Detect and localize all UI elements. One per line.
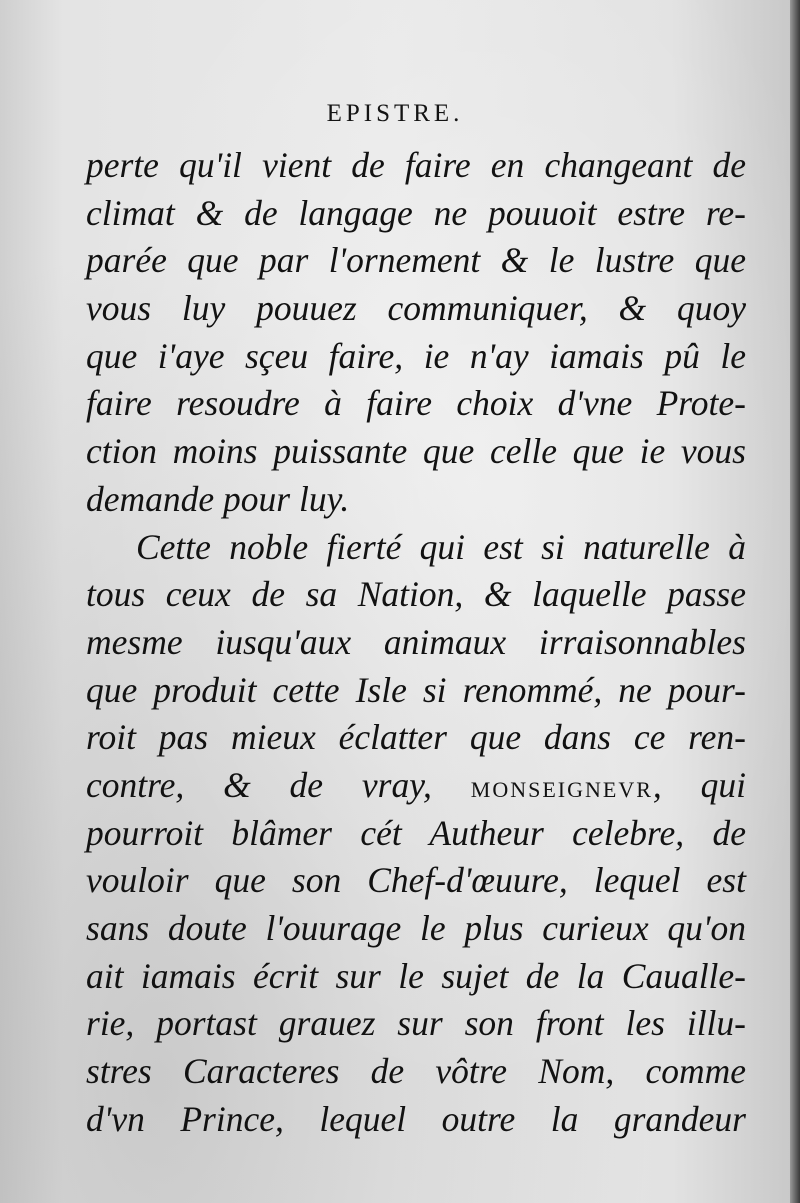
text-line: faire resoudre à faire choix d'vne Prote- bbox=[86, 383, 746, 424]
running-head: EPISTRE. bbox=[326, 100, 464, 127]
text-line: tous ceux de sa Nation, & laquelle passe bbox=[86, 574, 746, 615]
text-line: d'vn Prince, lequel outre la grandeur bbox=[86, 1098, 746, 1139]
text-line: ait iamais écrit sur le sujet de la Caualle- bbox=[86, 955, 746, 996]
text-line: climat & de langage ne pouuoit estre re- bbox=[86, 192, 746, 233]
page-text bbox=[86, 142, 746, 1143]
address-line bbox=[86, 762, 746, 810]
text-line: vous luy pouuez communiquer, & quoy bbox=[86, 288, 746, 329]
text-line: mesme iusqu'aux animaux irraisonnables bbox=[86, 621, 746, 662]
text-line: roit pas mieux éclatter que dans ce ren- bbox=[86, 717, 746, 758]
text-line: rie, portast grauez sur son front les illu- bbox=[86, 1003, 746, 1044]
text-line: Cette noble fierté qui est si naturelle à bbox=[136, 526, 746, 567]
text-line: que i'aye sçeu faire, ie n'ay iamais pû le bbox=[86, 335, 746, 376]
text-line: ction moins puissante que celle que ie vous bbox=[86, 431, 746, 472]
text-line: vouloir que son Chef-d'œuure, lequel est bbox=[86, 860, 746, 901]
paragraph-1 bbox=[86, 142, 746, 524]
text-line: demande pour luy. bbox=[86, 478, 350, 519]
paragraph-2 bbox=[86, 524, 746, 1144]
small-caps-address: MONSEIGNEVR bbox=[470, 776, 653, 802]
address-line-after: , qui bbox=[652, 764, 746, 805]
text-line: que produit cette Isle si renommé, ne pour- bbox=[86, 669, 746, 710]
page-edge bbox=[790, 0, 800, 1203]
text-line: sans doute l'ouurage le plus curieux qu'on bbox=[86, 908, 746, 948]
text-line: pourroit blâmer cét Autheur celebre, de bbox=[86, 812, 746, 853]
text-line: stres Caracteres de vôtre Nom, comme bbox=[86, 1051, 746, 1092]
text-line: perte qu'il vient de faire en changeant de bbox=[86, 145, 746, 185]
text-line: parée que par l'ornement & le lustre que bbox=[86, 240, 746, 281]
address-line-before: contre, & de vray, bbox=[86, 764, 432, 805]
